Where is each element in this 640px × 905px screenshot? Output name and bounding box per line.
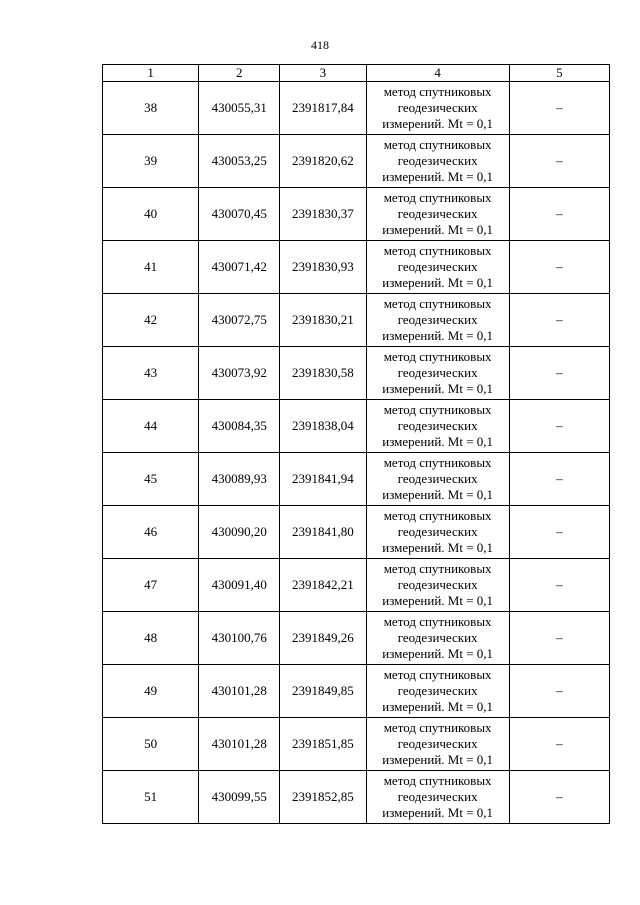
point-number-cell: 41 <box>103 241 199 294</box>
method-line: измерений. Mt = 0,1 <box>382 275 494 290</box>
y-coordinate-cell: 2391841,80 <box>280 506 366 559</box>
note-cell: – <box>509 82 609 135</box>
y-coordinate-cell: 2391830,37 <box>280 188 366 241</box>
note-cell: – <box>509 294 609 347</box>
table-row <box>103 241 610 294</box>
table-row <box>103 718 610 771</box>
method-line: геодезических <box>397 100 478 115</box>
table-row <box>103 771 610 824</box>
note-cell: – <box>509 135 609 188</box>
method-line: геодезических <box>397 365 478 380</box>
point-number-cell: 45 <box>103 453 199 506</box>
method-cell <box>366 82 509 135</box>
x-coordinate-cell: 430072,75 <box>199 294 280 347</box>
method-line: измерений. Mt = 0,1 <box>382 699 494 714</box>
x-coordinate-cell: 430101,28 <box>199 718 280 771</box>
point-number-cell: 50 <box>103 718 199 771</box>
method-line: геодезических <box>397 683 478 698</box>
point-number-cell: 46 <box>103 506 199 559</box>
table-row <box>103 135 610 188</box>
method-cell <box>366 241 509 294</box>
x-coordinate-cell: 430071,42 <box>199 241 280 294</box>
point-number-cell: 43 <box>103 347 199 400</box>
coordinates-table <box>102 64 610 824</box>
y-coordinate-cell: 2391838,04 <box>280 400 366 453</box>
y-coordinate-cell: 2391817,84 <box>280 82 366 135</box>
table-row <box>103 665 610 718</box>
y-coordinate-cell: 2391830,93 <box>280 241 366 294</box>
method-line: измерений. Mt = 0,1 <box>382 222 494 237</box>
header-cell: 1 <box>103 65 199 82</box>
method-line: геодезических <box>397 153 478 168</box>
method-line: измерений. Mt = 0,1 <box>382 116 494 131</box>
y-coordinate-cell: 2391820,62 <box>280 135 366 188</box>
header-cell: 2 <box>199 65 280 82</box>
x-coordinate-cell: 430073,92 <box>199 347 280 400</box>
header-cell: 4 <box>366 65 509 82</box>
table-row <box>103 400 610 453</box>
table-row <box>103 82 610 135</box>
x-coordinate-cell: 430084,35 <box>199 400 280 453</box>
point-number-cell: 48 <box>103 612 199 665</box>
point-number-cell: 47 <box>103 559 199 612</box>
note-cell: – <box>509 612 609 665</box>
method-cell <box>366 453 509 506</box>
method-line: метод спутниковых <box>383 508 492 523</box>
method-line: метод спутниковых <box>383 137 492 152</box>
method-line: измерений. Mt = 0,1 <box>382 328 494 343</box>
method-line: измерений. Mt = 0,1 <box>382 434 494 449</box>
method-cell <box>366 771 509 824</box>
method-line: метод спутниковых <box>383 190 492 205</box>
y-coordinate-cell: 2391842,21 <box>280 559 366 612</box>
table-row <box>103 506 610 559</box>
y-coordinate-cell: 2391830,58 <box>280 347 366 400</box>
method-line: геодезических <box>397 418 478 433</box>
x-coordinate-cell: 430089,93 <box>199 453 280 506</box>
note-cell: – <box>509 400 609 453</box>
note-cell: – <box>509 771 609 824</box>
method-cell <box>366 612 509 665</box>
method-line: метод спутниковых <box>383 243 492 258</box>
method-line: измерений. Mt = 0,1 <box>382 487 494 502</box>
method-line: метод спутниковых <box>383 296 492 311</box>
method-cell <box>366 559 509 612</box>
method-line: измерений. Mt = 0,1 <box>382 169 494 184</box>
x-coordinate-cell: 430099,55 <box>199 771 280 824</box>
method-line: геодезических <box>397 524 478 539</box>
x-coordinate-cell: 430090,20 <box>199 506 280 559</box>
table-body <box>103 82 610 824</box>
point-number-cell: 42 <box>103 294 199 347</box>
method-line: метод спутниковых <box>383 773 492 788</box>
table-row <box>103 294 610 347</box>
y-coordinate-cell: 2391830,21 <box>280 294 366 347</box>
point-number-cell: 39 <box>103 135 199 188</box>
x-coordinate-cell: 430091,40 <box>199 559 280 612</box>
method-line: геодезических <box>397 312 478 327</box>
method-cell <box>366 347 509 400</box>
method-line: геодезических <box>397 789 478 804</box>
y-coordinate-cell: 2391851,85 <box>280 718 366 771</box>
header-cell: 3 <box>280 65 366 82</box>
method-line: геодезических <box>397 577 478 592</box>
method-line: геодезических <box>397 736 478 751</box>
method-line: измерений. Mt = 0,1 <box>382 593 494 608</box>
point-number-cell: 38 <box>103 82 199 135</box>
x-coordinate-cell: 430055,31 <box>199 82 280 135</box>
method-line: геодезических <box>397 259 478 274</box>
method-cell <box>366 718 509 771</box>
point-number-cell: 44 <box>103 400 199 453</box>
table-row <box>103 559 610 612</box>
note-cell: – <box>509 665 609 718</box>
header-cell: 5 <box>509 65 609 82</box>
method-line: геодезических <box>397 206 478 221</box>
method-line: метод спутниковых <box>383 667 492 682</box>
method-cell <box>366 665 509 718</box>
method-line: измерений. Mt = 0,1 <box>382 805 494 820</box>
method-line: метод спутниковых <box>383 455 492 470</box>
point-number-cell: 40 <box>103 188 199 241</box>
note-cell: – <box>509 347 609 400</box>
method-cell <box>366 400 509 453</box>
method-line: геодезических <box>397 471 478 486</box>
note-cell: – <box>509 718 609 771</box>
note-cell: – <box>509 241 609 294</box>
method-line: измерений. Mt = 0,1 <box>382 540 494 555</box>
table-row <box>103 347 610 400</box>
table-header-row <box>103 65 610 82</box>
y-coordinate-cell: 2391849,85 <box>280 665 366 718</box>
y-coordinate-cell: 2391852,85 <box>280 771 366 824</box>
note-cell: – <box>509 559 609 612</box>
method-line: измерений. Mt = 0,1 <box>382 646 494 661</box>
point-number-cell: 49 <box>103 665 199 718</box>
y-coordinate-cell: 2391849,26 <box>280 612 366 665</box>
method-cell <box>366 135 509 188</box>
x-coordinate-cell: 430101,28 <box>199 665 280 718</box>
method-line: метод спутниковых <box>383 614 492 629</box>
table-row <box>103 612 610 665</box>
table-row <box>103 453 610 506</box>
table-row <box>103 188 610 241</box>
method-cell <box>366 506 509 559</box>
method-line: метод спутниковых <box>383 84 492 99</box>
x-coordinate-cell: 430100,76 <box>199 612 280 665</box>
note-cell: – <box>509 453 609 506</box>
point-number-cell: 51 <box>103 771 199 824</box>
method-line: метод спутниковых <box>383 561 492 576</box>
method-cell <box>366 188 509 241</box>
x-coordinate-cell: 430070,45 <box>199 188 280 241</box>
y-coordinate-cell: 2391841,94 <box>280 453 366 506</box>
method-line: метод спутниковых <box>383 402 492 417</box>
method-line: измерений. Mt = 0,1 <box>382 381 494 396</box>
method-cell <box>366 294 509 347</box>
x-coordinate-cell: 430053,25 <box>199 135 280 188</box>
note-cell: – <box>509 188 609 241</box>
note-cell: – <box>509 506 609 559</box>
method-line: метод спутниковых <box>383 349 492 364</box>
page-number: 418 <box>311 38 329 52</box>
method-line: метод спутниковых <box>383 720 492 735</box>
method-line: измерений. Mt = 0,1 <box>382 752 494 767</box>
method-line: геодезических <box>397 630 478 645</box>
